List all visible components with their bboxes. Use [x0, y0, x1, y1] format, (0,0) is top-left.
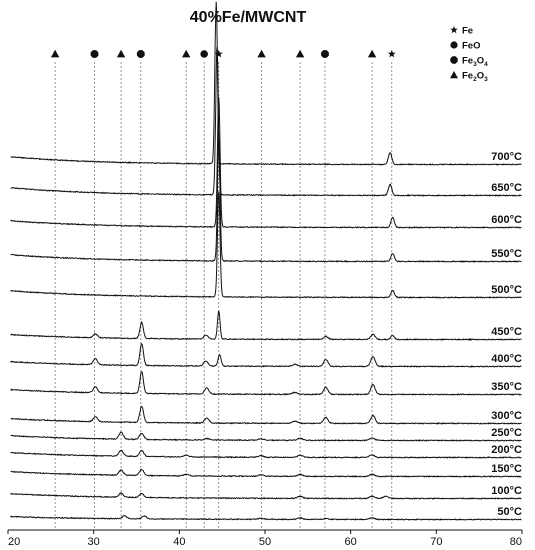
x-tick-label: 60 [344, 536, 357, 548]
series-label: 650°C [491, 182, 522, 194]
series-label: 250°C [491, 427, 522, 439]
reference-marker [321, 50, 329, 58]
series-label: 500°C [491, 284, 522, 296]
series-labels [491, 151, 522, 518]
reference-marker [257, 50, 265, 58]
series-line [11, 311, 522, 340]
legend-marker [450, 41, 457, 48]
series-line [11, 2, 522, 165]
series-lines [11, 2, 522, 520]
reference-marker [91, 50, 99, 58]
reference-marker [51, 50, 59, 58]
legend-marker [450, 56, 457, 63]
legend-label: $Fe_3O_4$ [462, 55, 488, 68]
series-line [11, 141, 522, 262]
series-line [11, 469, 522, 477]
reference-marker [182, 50, 190, 58]
reference-marker [388, 50, 396, 58]
x-tick-label: 70 [430, 536, 443, 548]
series-label: 700°C [491, 151, 522, 163]
reference-marker [117, 50, 125, 58]
legend-label: Fe [462, 25, 474, 37]
series-line [11, 97, 522, 228]
series-label: 100°C [491, 485, 522, 497]
reference-marker [368, 50, 376, 58]
reference-marker [200, 50, 208, 58]
reference-marker [215, 50, 223, 58]
legend-marker [450, 71, 458, 78]
series-line [11, 344, 522, 367]
series-label: 150°C [491, 463, 522, 475]
series-label: 550°C [491, 248, 522, 260]
reference-marker [296, 50, 304, 58]
series-line [11, 192, 522, 298]
series-label: 400°C [491, 353, 522, 365]
series-line [11, 406, 522, 424]
reference-markers [51, 50, 396, 58]
legend [450, 26, 488, 84]
legend-label: FeO [462, 40, 481, 52]
x-tick-label: 20 [8, 536, 21, 548]
series-line [11, 372, 522, 395]
series-line [11, 47, 522, 196]
x-tick-label: 30 [87, 536, 100, 548]
series-label: 50°C [497, 506, 522, 518]
series-label: 350°C [491, 381, 522, 393]
legend-marker [450, 26, 458, 33]
series-line [11, 516, 522, 520]
series-line [11, 432, 522, 441]
reference-marker [137, 50, 145, 58]
x-tick-label: 80 [509, 536, 522, 548]
legend-label: $Fe_2O_3$ [462, 70, 488, 83]
chart-title: 40%Fe/MWCNT [189, 9, 307, 26]
x-tick-label: 40 [173, 536, 186, 548]
series-label: 200°C [491, 444, 522, 456]
series-label: 450°C [491, 326, 522, 338]
series-label: 600°C [491, 214, 522, 226]
series-label: 300°C [491, 410, 522, 422]
x-tick-label: 50 [258, 536, 272, 548]
series-line [11, 450, 522, 458]
series-line [11, 493, 522, 499]
x-axis [8, 530, 522, 548]
